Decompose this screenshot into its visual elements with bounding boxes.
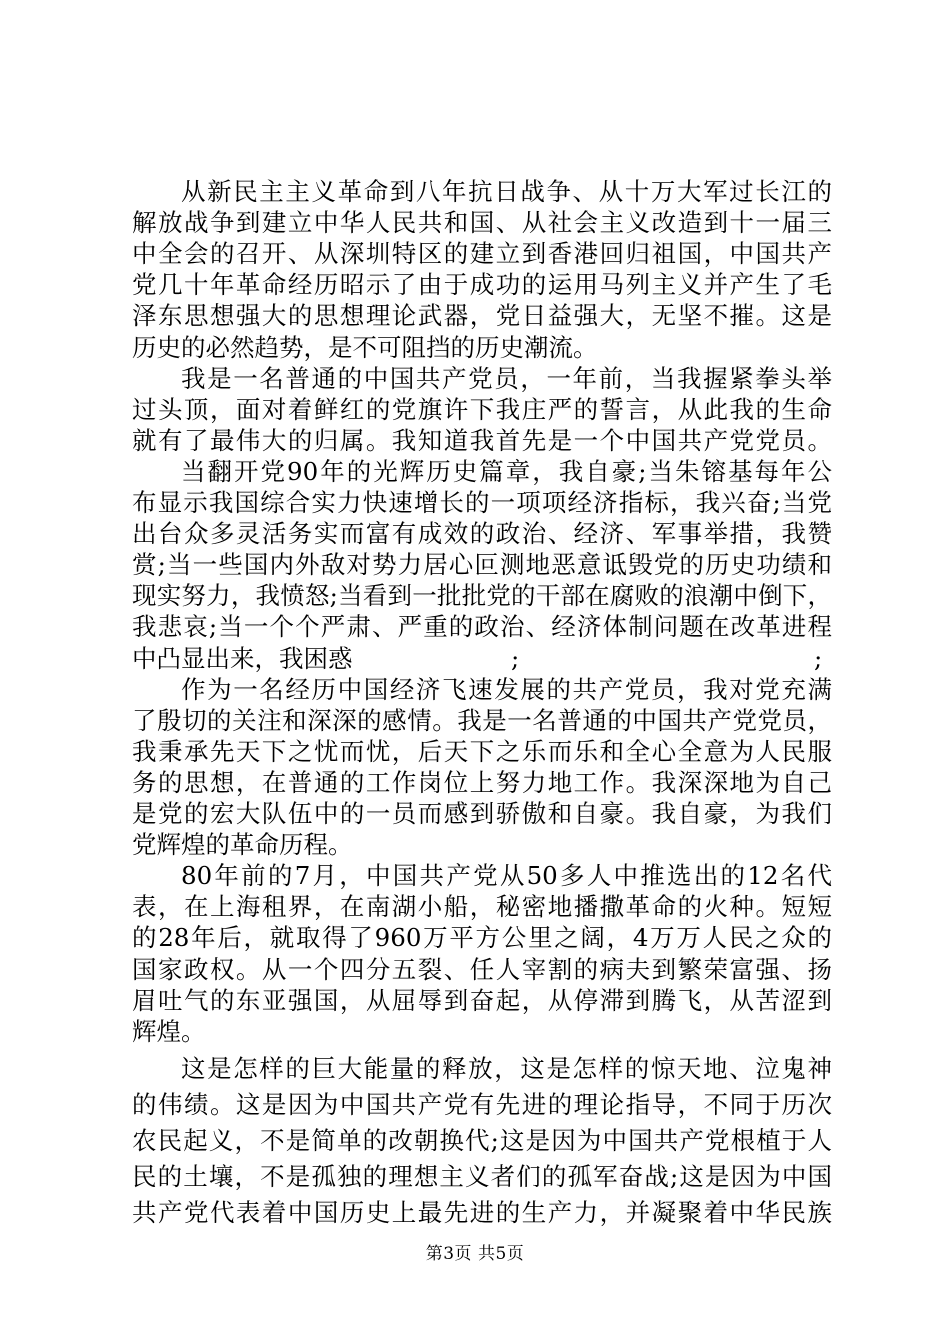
text-line: 辉煌。: [132, 1017, 206, 1046]
text-line: 就有了最伟大的归属。我知道我首先是一个中国共产党党员。: [132, 426, 832, 455]
text-line: 表，在上海租界，在南湖小船，秘密地播撒革命的火种。短短: [132, 892, 832, 921]
text-line: 务的思想，在普通的工作岗位上努力地工作。我深深地为自己: [132, 768, 832, 797]
text-line: 的伟绩。这是因为中国共产党有先进的理论指导，不同于历次: [132, 1090, 832, 1119]
text-line: 农民起义，不是简单的改朝换代;这是因为中国共产党根植于人: [132, 1126, 832, 1155]
text-line-start: 中凸显出来，我困惑: [132, 644, 353, 673]
text-line: 当翻开党90年的光辉历史篇章，我自豪;当朱镕基每年公: [181, 457, 832, 486]
text-line-with-semicolons: [132, 643, 832, 674]
text-line: 党辉煌的革命历程。: [132, 830, 353, 859]
text-line: 民的土壤，不是孤独的理想主义者们的孤军奋战;这是因为中国: [132, 1162, 832, 1191]
text-line: 出台众多灵活务实而富有成效的政治、经济、军事举措，我赞: [132, 519, 832, 548]
text-line: 赏;当一些国内外敌对势力居心叵测地恶意诋毁党的历史功绩和: [132, 550, 832, 579]
text-line: 过头顶，面对着鲜红的党旗许下我庄严的誓言，从此我的生命: [132, 395, 832, 424]
text-line: 中全会的召开、从深圳特区的建立到香港回归祖国，中国共产: [132, 239, 832, 268]
text-line: 共产党代表着中国历史上最先进的生产力，并凝聚着中华民族: [132, 1198, 832, 1227]
text-line: 党几十年革命经历昭示了由于成功的运用马列主义并产生了毛: [132, 270, 832, 299]
semicolon-mark: ;: [511, 644, 520, 673]
text-line: 我悲哀;当一个个严肃、严重的政治、经济体制问题在改革进程: [132, 612, 832, 641]
text-line: 历史的必然趋势，是不可阻挡的历史潮流。: [132, 333, 598, 362]
text-line: 的28年后，就取得了960万平方公里之阔，4万万人民之众的: [132, 923, 832, 952]
text-line: 80年前的7月，中国共产党从50多人中推选出的12名代: [181, 861, 832, 890]
text-line: 现实努力，我愤怒;当看到一批批党的干部在腐败的浪潮中倒下，: [132, 581, 832, 610]
text-line: 这是怎样的巨大能量的释放，这是怎样的惊天地、泣鬼神: [181, 1054, 832, 1083]
text-line: 是党的宏大队伍中的一员而感到骄傲和自豪。我自豪，为我们: [132, 799, 832, 828]
text-line: 从新民主主义革命到八年抗日战争、从十万大军过长江的: [181, 177, 832, 206]
text-line: 我是一名普通的中国共产党员，一年前，当我握紧拳头举: [181, 364, 832, 393]
page-number-footer: 第3页 共5页: [425, 1244, 525, 1264]
text-line: 作为一名经历中国经济飞速发展的共产党员，我对党充满: [181, 675, 832, 704]
text-line: 国家政权。从一个四分五裂、任人宰割的病夫到繁荣富强、扬: [132, 955, 832, 984]
text-line: 眉吐气的东亚强国，从屈辱到奋起，从停滞到腾飞，从苦涩到: [132, 986, 832, 1015]
semicolon-mark: ;: [814, 644, 823, 673]
text-line: 布显示我国综合实力快速增长的一项项经济指标，我兴奋;当党: [132, 488, 832, 517]
text-line: 泽东思想强大的思想理论武器，党日益强大，无坚不摧。这是: [132, 301, 832, 330]
text-line: 解放战争到建立中华人民共和国、从社会主义改造到十一届三: [132, 208, 832, 237]
text-line: 我秉承先天下之忧而忧，后天下之乐而乐和全心全意为人民服: [132, 737, 832, 766]
text-line: 了殷切的关注和深深的感情。我是一名普通的中国共产党党员，: [132, 706, 832, 735]
